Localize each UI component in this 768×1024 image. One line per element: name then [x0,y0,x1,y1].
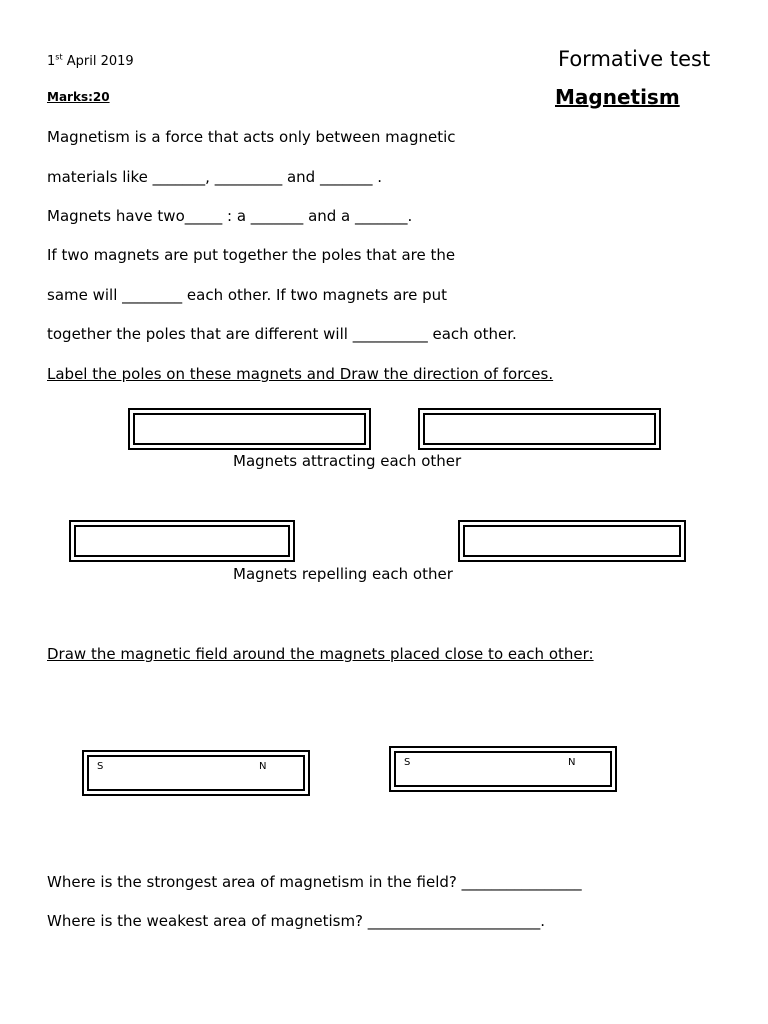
label-poles-instruction: Label the poles on these magnets and Draw the direction of forces. [47,365,554,383]
paragraph-line-3: Magnets have two_____ : a _______ and a _______. [47,207,413,225]
marks-label: Marks:20 [47,90,110,104]
page-title: Formative test [558,47,711,71]
attract-magnet-left [128,408,371,450]
draw-field-instruction: Draw the magnetic field around the magnets placed close to each other: [47,645,594,663]
repel-magnet-left [69,520,295,562]
question-weakest: Where is the weakest area of magnetism? _______________________. [47,912,546,930]
paragraph-line-4: If two magnets are put together the poles that are the [47,246,456,264]
attract-magnet-right [418,408,661,450]
test-date: 1st April 2019 [47,52,134,69]
paragraph-line-5: same will ________ each other. If two magnets are put [47,286,448,304]
question-strongest: Where is the strongest area of magnetism in the field? ________________ [47,873,582,891]
south-pole-label: S [97,761,104,772]
field-magnet-right [389,746,617,792]
field-magnet-left [82,750,310,796]
south-pole-label: S [404,757,411,768]
repel-magnet-right [458,520,686,562]
paragraph-line-6: together the poles that are different will __________ each other. [47,325,517,343]
topic-title: Magnetism [555,85,680,109]
north-pole-label: N [259,761,267,772]
paragraph-line-2: materials like _______, _________ and _______ . [47,168,383,186]
attract-caption: Magnets attracting each other [233,452,462,470]
repel-caption: Magnets repelling each other [233,565,453,583]
paragraph-line-1: Magnetism is a force that acts only between magnetic [47,128,456,146]
north-pole-label: N [568,757,576,768]
